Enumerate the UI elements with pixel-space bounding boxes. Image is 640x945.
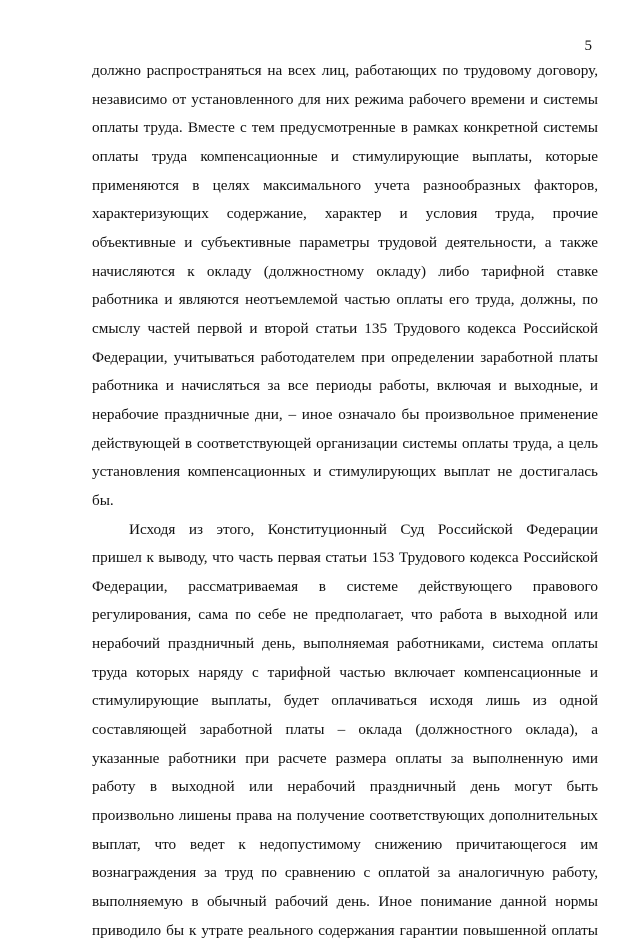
text-line: выполняемую в обычный рабочий день. Иное понимание данной нормы bbox=[92, 893, 598, 911]
text-line: объективные и субъективные параметры трудовой деятельности, а также bbox=[92, 233, 598, 251]
text-line: произвольно лишены права на получение соответствующих дополнительных bbox=[92, 807, 598, 825]
text-line: нерабочий праздничный день, выполняемая работниками, система оплаты bbox=[92, 635, 598, 653]
text-line: установления компенсационных и стимулирующих выплат не достигалась bbox=[92, 463, 598, 481]
text-line: вознаграждения за труд по сравнению с оплатой за аналогичную работу, bbox=[92, 864, 598, 882]
text-line: смыслу частей первой и второй статьи 135 Трудового кодекса Российской bbox=[92, 319, 598, 337]
text-line: действующей в соответствующей организации системы оплаты труда, а цель bbox=[92, 434, 598, 452]
text-line: должно распространяться на всех лиц, работающих по трудовому договору, bbox=[92, 62, 598, 79]
body-text bbox=[92, 57, 598, 945]
text-line: Федерации, учитываться работодателем при определении заработной платы bbox=[92, 348, 598, 366]
text-line: приводило бы к утрате реального содержания гарантии повышенной оплаты bbox=[92, 921, 598, 939]
text-line: оплаты труда компенсационные и стимулирующие выплаты, которые bbox=[92, 147, 598, 165]
text-line: Федерации, рассматриваемая в системе действующего правового bbox=[92, 577, 598, 595]
text-line: начисляются к окладу (должностному окладу) либо тарифной ставке bbox=[92, 262, 598, 280]
text-line: нерабочие праздничные дни, – иное означало бы произвольное применение bbox=[92, 405, 598, 423]
text-line: работника и являются неотъемлемой частью оплаты его труда, должны, по bbox=[92, 291, 598, 309]
text-line: труда которых наряду с тарифной частью включает компенсационные и bbox=[92, 663, 598, 681]
text-line: характеризующих содержание, характер и условия труда, прочие bbox=[92, 205, 598, 223]
text-line: применяются в целях максимального учета разнообразных факторов, bbox=[92, 176, 598, 194]
text-line: регулирования, сама по себе не предполагает, что работа в выходной или bbox=[92, 606, 598, 624]
text-line: выплат, что ведет к недопустимому снижению причитающегося им bbox=[92, 835, 598, 853]
text-line: Исходя из этого, Конституционный Суд Российской Федерации bbox=[129, 520, 598, 538]
text-line: указанные работники при расчете размера оплаты за выполненную ими bbox=[92, 749, 598, 767]
text-line: оплаты труда. Вместе с тем предусмотренные в рамках конкретной системы bbox=[92, 119, 598, 137]
text-line: независимо от установленного для них режима рабочего времени и системы bbox=[92, 90, 598, 108]
text-line: составляющей заработной платы – оклада (должностного оклада), а bbox=[92, 721, 598, 739]
text-line: пришел к выводу, что часть первая статьи 153 Трудового кодекса Российской bbox=[92, 549, 598, 567]
text-line: бы. bbox=[92, 491, 114, 509]
text-line: работу в выходной или нерабочий праздничный день могут быть bbox=[92, 778, 598, 796]
page-number: 5 bbox=[584, 38, 592, 54]
text-line: стимулирующие выплаты, будет оплачиваться исходя лишь из одной bbox=[92, 692, 598, 710]
text-line: работника и начисляться за все периоды работы, включая и выходные, и bbox=[92, 377, 598, 395]
